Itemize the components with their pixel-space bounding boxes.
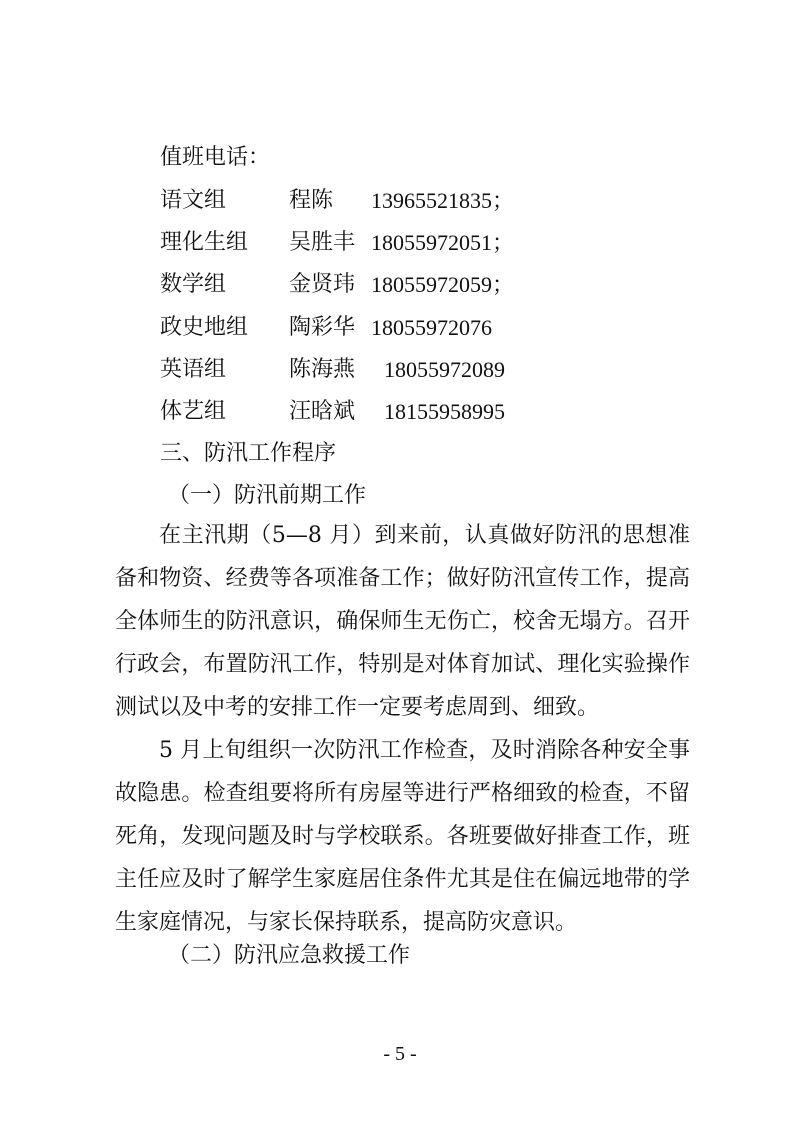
paragraph: 5 月上旬组织一次防汛工作检查，及时消除各种安全事故隐患。检查组要将所有房屋等进行严格细致的检查，不留死角，发现问题及时与学校联系。各班要做好排查工作，班主任应及时了解学生家庭居住条件尤其是住在偏远地带的学生家庭情况，与家长保持联系，提高防灾意识。 [115, 738, 690, 935]
contact-phone: 18155958995 [384, 399, 505, 424]
paragraph: 在主汛期（5—8 月）到来前，认真做好防汛的思想准备和物资、经费等各项准备工作；做好防汛宣传工作，提高全体师生的防汛意识，确保师生无伤亡，校舍无塌方。召开行政会，布置防汛工作，特别是对体育加试、理化实验操作测试以及中考的安排工作一定要考虑周到、细致。 [115, 523, 690, 720]
contact-group: 英语组 [160, 357, 227, 382]
contact-row [0, 228, 800, 258]
contact-group: 语文组 [160, 188, 227, 213]
contact-phone: 18055972076 [371, 315, 492, 340]
contact-phone: 18055972051； [371, 230, 515, 255]
contact-name: 陶彩华 [289, 315, 356, 340]
page-number: - 5 - [383, 1043, 417, 1065]
contact-row [0, 355, 800, 385]
subsection-heading: （一）防汛前期工作 [168, 483, 367, 508]
contact-phone: 18055972089 [384, 357, 505, 382]
contact-name: 金贤玮 [289, 272, 356, 297]
contact-name: 陈海燕 [289, 357, 356, 382]
section-heading: 三、防汛工作程序 [160, 441, 337, 466]
contact-row [0, 313, 800, 343]
contact-group: 数学组 [160, 272, 227, 297]
subsection-heading: （二）防汛应急救援工作 [168, 943, 411, 968]
duty-phone-title: 值班电话： [160, 145, 271, 170]
contact-group: 体艺组 [160, 399, 227, 424]
contact-name: 吴胜丰 [289, 230, 356, 255]
contact-row [0, 397, 800, 427]
contact-row [0, 270, 800, 300]
contact-name: 程陈 [289, 188, 334, 213]
contact-phone: 18055972059； [371, 272, 515, 297]
contact-row [0, 186, 800, 216]
contact-phone: 13965521835； [371, 188, 515, 213]
contact-name: 汪晗斌 [289, 399, 356, 424]
contact-group: 政史地组 [160, 315, 249, 340]
contact-group: 理化生组 [160, 230, 249, 255]
